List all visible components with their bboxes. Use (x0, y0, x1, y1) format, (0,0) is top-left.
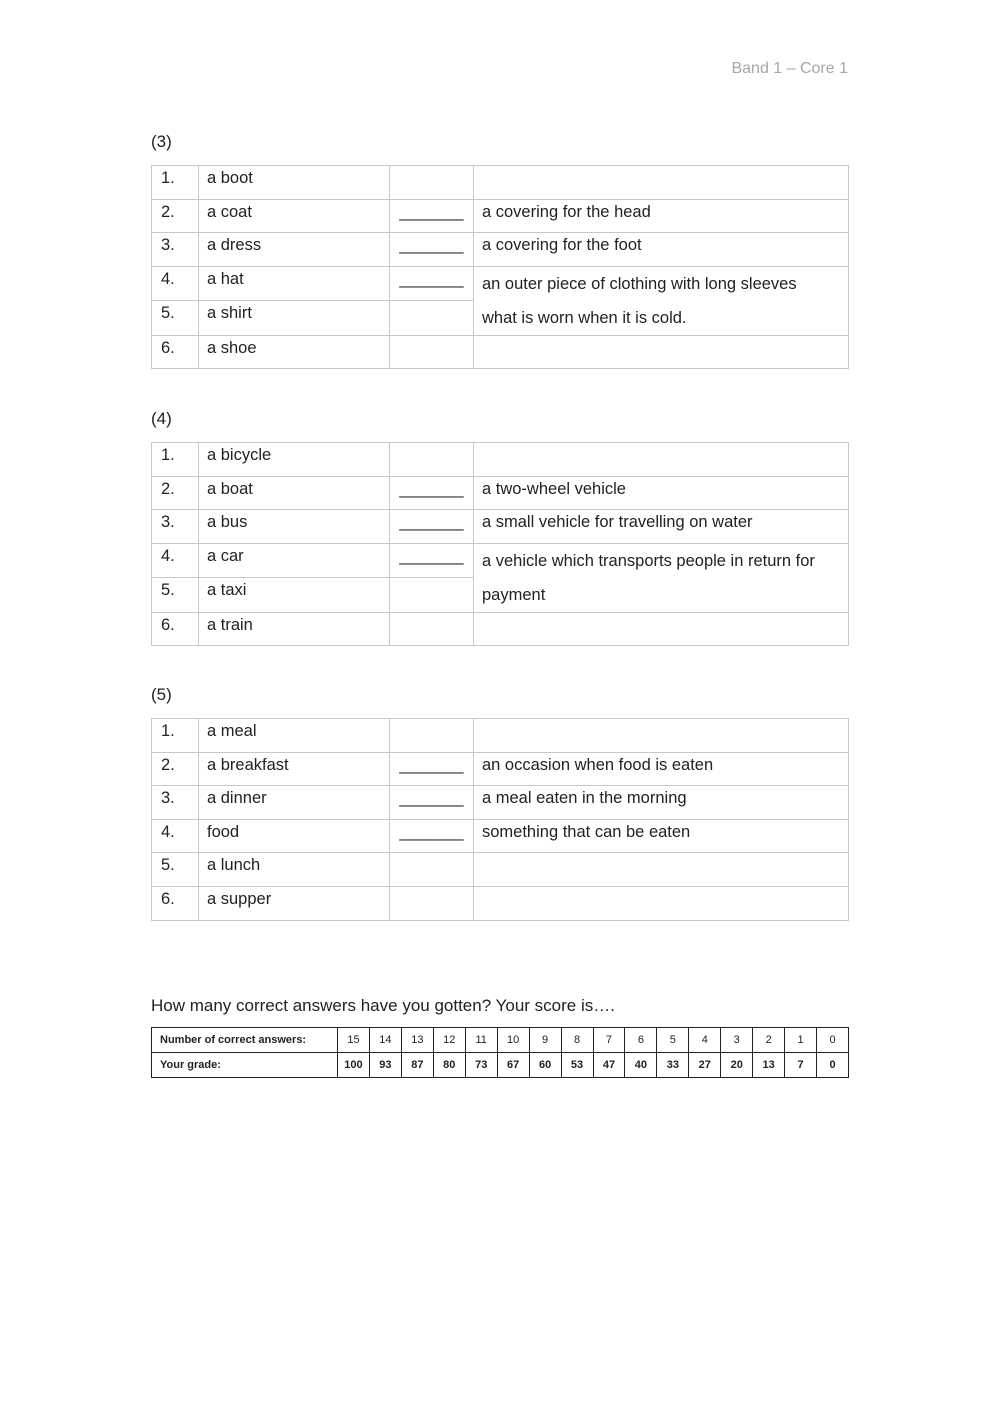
answer-blank[interactable]: _______ (390, 266, 474, 301)
definition: what is worn when it is cold. (482, 308, 687, 327)
definition-cell (474, 853, 849, 887)
table-row (152, 199, 849, 233)
correct-answers-label: Number of correct answers: (152, 1028, 338, 1053)
section-4-label: (4) (151, 409, 172, 428)
item-word: a shirt (199, 301, 390, 336)
correct-count-cell: 6 (625, 1028, 657, 1053)
item-word: food (199, 819, 390, 853)
grade-cell: 93 (369, 1053, 401, 1078)
section-3-label: (3) (151, 132, 172, 151)
answer-cell (390, 335, 474, 369)
correct-count-cell: 12 (433, 1028, 465, 1053)
matching-table-5 (151, 718, 849, 921)
item-word: a bicycle (199, 443, 390, 477)
definition-cell (474, 166, 849, 200)
answer-blank[interactable]: _______ (390, 510, 474, 544)
item-word: a breakfast (199, 752, 390, 786)
item-word: a boot (199, 166, 390, 200)
correct-count-cell: 2 (753, 1028, 785, 1053)
item-number: 4. (152, 819, 199, 853)
grade-cell: 0 (817, 1053, 849, 1078)
item-word: a hat (199, 266, 390, 301)
definition: an occasion when food is eaten (474, 752, 849, 786)
item-number: 6. (152, 335, 199, 369)
correct-count-cell: 3 (721, 1028, 753, 1053)
item-number: 4. (152, 543, 199, 578)
grade-cell: 7 (785, 1053, 817, 1078)
table-row (152, 612, 849, 646)
correct-count-cell: 5 (657, 1028, 689, 1053)
definition-cell (474, 443, 849, 477)
definition-cell (474, 886, 849, 920)
table-row (152, 443, 849, 477)
item-number: 5. (152, 578, 199, 613)
correct-answers-row (152, 1028, 849, 1053)
grade-cell: 87 (401, 1053, 433, 1078)
table-row (152, 476, 849, 510)
item-number: 3. (152, 786, 199, 820)
matching-table-4 (151, 442, 849, 646)
definition: a small vehicle for travelling on water (474, 510, 849, 544)
answer-cell (390, 166, 474, 200)
answer-blank[interactable]: _______ (390, 233, 474, 267)
correct-count-cell: 7 (593, 1028, 625, 1053)
table-row (152, 819, 849, 853)
correct-count-cell: 4 (689, 1028, 721, 1053)
item-number: 1. (152, 719, 199, 753)
table-row (152, 543, 849, 578)
correct-count-cell: 15 (338, 1028, 370, 1053)
table-row (152, 853, 849, 887)
table-row (152, 510, 849, 544)
table-row (152, 786, 849, 820)
answer-blank[interactable]: _______ (390, 819, 474, 853)
table-row (152, 886, 849, 920)
answer-blank[interactable]: _______ (390, 786, 474, 820)
item-number: 2. (152, 199, 199, 233)
correct-count-cell: 0 (817, 1028, 849, 1053)
section-5-label: (5) (151, 685, 172, 704)
page-header: Band 1 – Core 1 (731, 60, 848, 77)
answer-cell (390, 853, 474, 887)
correct-count-cell: 13 (401, 1028, 433, 1053)
item-word: a car (199, 543, 390, 578)
item-word: a train (199, 612, 390, 646)
definition: something that can be eaten (474, 819, 849, 853)
item-word: a lunch (199, 853, 390, 887)
table-row (152, 166, 849, 200)
item-word: a meal (199, 719, 390, 753)
matching-table-3 (151, 165, 849, 369)
definition-merged (474, 543, 849, 612)
answer-cell (390, 612, 474, 646)
table-row (152, 335, 849, 369)
grade-label: Your grade: (152, 1053, 338, 1078)
item-word: a coat (199, 199, 390, 233)
grade-cell: 80 (433, 1053, 465, 1078)
grade-cell: 100 (338, 1053, 370, 1078)
grade-cell: 27 (689, 1053, 721, 1078)
item-word: a shoe (199, 335, 390, 369)
definition: a two-wheel vehicle (474, 476, 849, 510)
item-word: a supper (199, 886, 390, 920)
answer-cell (390, 301, 474, 336)
answer-cell (390, 578, 474, 613)
item-number: 4. (152, 266, 199, 301)
definition-cell (474, 335, 849, 369)
item-word: a dinner (199, 786, 390, 820)
grade-cell: 40 (625, 1053, 657, 1078)
definition-cell (474, 719, 849, 753)
item-word: a dress (199, 233, 390, 267)
item-number: 3. (152, 233, 199, 267)
correct-count-cell: 14 (369, 1028, 401, 1053)
correct-count-cell: 10 (497, 1028, 529, 1053)
item-number: 1. (152, 443, 199, 477)
table-row (152, 752, 849, 786)
definition: a covering for the head (474, 199, 849, 233)
definition: payment (482, 585, 546, 604)
item-number: 6. (152, 612, 199, 646)
correct-count-cell: 8 (561, 1028, 593, 1053)
table-row (152, 233, 849, 267)
definition: an outer piece of clothing with long sleeves (482, 274, 797, 293)
score-question: How many correct answers have you gotten? Your score is…. (151, 996, 615, 1015)
score-table (151, 1027, 849, 1078)
grade-cell: 13 (753, 1053, 785, 1078)
item-number: 3. (152, 510, 199, 544)
answer-cell (390, 443, 474, 477)
definition: a covering for the foot (474, 233, 849, 267)
definition: a meal eaten in the morning (474, 786, 849, 820)
grade-cell: 67 (497, 1053, 529, 1078)
answer-blank[interactable]: _______ (390, 199, 474, 233)
answer-blank[interactable]: _______ (390, 543, 474, 578)
table-row (152, 266, 849, 301)
item-number: 5. (152, 301, 199, 336)
item-number: 2. (152, 476, 199, 510)
item-number: 6. (152, 886, 199, 920)
grade-cell: 20 (721, 1053, 753, 1078)
answer-cell (390, 719, 474, 753)
grade-row (152, 1053, 849, 1078)
item-word: a taxi (199, 578, 390, 613)
definition: a vehicle which transports people in return for (482, 551, 815, 570)
table-row (152, 719, 849, 753)
item-number: 2. (152, 752, 199, 786)
answer-cell (390, 886, 474, 920)
definition-merged (474, 266, 849, 335)
item-number: 5. (152, 853, 199, 887)
item-word: a boat (199, 476, 390, 510)
grade-cell: 47 (593, 1053, 625, 1078)
definition-cell (474, 612, 849, 646)
correct-count-cell: 1 (785, 1028, 817, 1053)
grade-cell: 53 (561, 1053, 593, 1078)
correct-count-cell: 11 (465, 1028, 497, 1053)
grade-cell: 60 (529, 1053, 561, 1078)
grade-cell: 33 (657, 1053, 689, 1078)
answer-blank[interactable]: _______ (390, 476, 474, 510)
item-number: 1. (152, 166, 199, 200)
grade-cell: 73 (465, 1053, 497, 1078)
item-word: a bus (199, 510, 390, 544)
answer-blank[interactable]: _______ (390, 752, 474, 786)
correct-count-cell: 9 (529, 1028, 561, 1053)
